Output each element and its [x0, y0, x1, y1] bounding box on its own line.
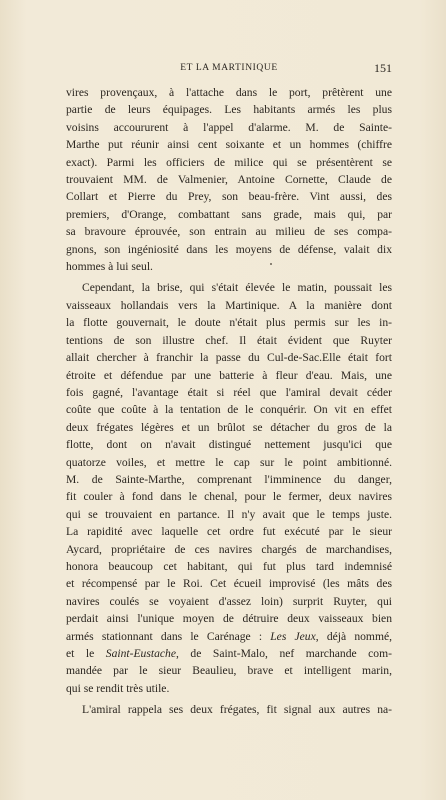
text-line: partie de leurs équipages. Les habitants armés les plus — [66, 103, 392, 117]
text-line: coûte que coûte à la tentation de le conquérir. On vit en effet — [66, 403, 392, 417]
text-line: tentions de son illustre chef. Il était évident que Ruyter — [66, 333, 392, 347]
text-line: sa bravoure éprouvée, son entrain au milieu de ses compa- — [66, 225, 392, 239]
text-line: vaisseaux hollandais vers la Martinique. A la manière dont — [66, 298, 392, 312]
paragraph-3 — [66, 701, 392, 718]
text-run: , de Saint-Malo, nef marchande com- — [175, 647, 392, 660]
text-line: mandée par le sieur Beaulieu, brave et intelligent marin, — [66, 664, 392, 678]
text-line: fois gagné, l'avantage était si réel que l'amiral devait céder — [66, 385, 392, 399]
text-line: allait chercher à franchir la passe du Cul-de-Sac.Elle était fort — [66, 351, 392, 365]
text-run: , déjà nommé, — [315, 629, 392, 643]
text-line: premiers, d'Orange, combattant sans grade, mais qui, par — [66, 207, 392, 221]
text-line: voisins accoururent à l'appel d'alarme. M. de Sainte- — [66, 120, 392, 134]
text-line: navires coulés se voyaient d'assez loin) surprit Ruyter, qui — [66, 594, 392, 608]
text-run: armés stationnant dans le Carénage : — [66, 629, 271, 643]
paper-speck — [270, 263, 272, 265]
text-line-mixed — [66, 628, 392, 645]
text-line: deux frégates légères et un brûlot se détacher du gros de la — [66, 420, 392, 434]
text-line: qui se trouvaient en partance. Il n'y avait que le temps juste. — [66, 507, 392, 521]
text-run: et le — [66, 647, 106, 660]
text-line: et récompensé par le Roi. Cet écueil improvisé (les mâts des — [66, 577, 392, 591]
page-number: 151 — [374, 61, 392, 75]
text-line: hommes à lui seul. — [66, 260, 153, 274]
text-line: qui se rendit très utile. — [66, 681, 170, 695]
text-line: flotte, dont on n'avait distingué nettement jusqu'ici que — [66, 438, 392, 452]
text-line: L'amiral rappela ses deux frégates, fit signal aux autres na- — [82, 703, 392, 717]
text-line: vires provençaux, à l'attache dans le port, prêtèrent une — [66, 86, 392, 99]
ship-name-saint-eustache: Saint-Eustache — [105, 647, 176, 660]
text-line: la flotte gouvernait, le doute n'était plus permis sur les in- — [66, 316, 392, 330]
text-line: Aycard, propriétaire de ces navires chargés de marchandises, — [66, 542, 392, 556]
text-line: fit couler à fond dans le chenal, pour le fermer, deux navires — [66, 490, 392, 504]
body-text — [66, 84, 392, 719]
text-line: La rapidité avec laquelle cet ordre fut exécuté par le sieur — [66, 525, 392, 539]
paragraph-2 — [66, 279, 392, 697]
text-line: perdait ainsi l'unique moyen de détruire deux vaisseaux bien — [66, 612, 392, 626]
text-line: honora beaucoup cet habitant, qui fut plus tard indemnisé — [66, 559, 392, 573]
text-line: trouvaient MM. de Valmenier, Antoine Cornette, Claude de — [66, 173, 392, 187]
text-line: exact). Parmi les officiers de milice qui se présentèrent se — [66, 155, 392, 169]
paragraph-1 — [66, 84, 392, 275]
running-head — [66, 60, 392, 76]
text-line: Collart et Pierre du Prey, son beau-frère. Vint aussi, des — [66, 190, 392, 204]
text-line: Marthe put réunir ainsi cent soixante et un hommes (chiffre — [66, 138, 392, 152]
text-line: Cependant, la brise, qui s'était élevée le matin, poussait les — [82, 281, 392, 295]
ship-name-les-jeux: Les Jeux — [270, 629, 316, 643]
running-title: ET LA MARTINIQUE — [180, 63, 278, 73]
text-line: étroite et défendue par une batterie à fleur d'eau. Mais, une — [66, 368, 392, 382]
text-line-mixed — [66, 645, 392, 662]
text-line: M. de Sainte-Marthe, comprenant l'imminence du danger, — [66, 472, 392, 486]
text-line: quatorze voiles, et mettre le cap sur le point ambitionné. — [66, 455, 392, 469]
text-line: gnons, son ingéniosité dans les moyens de défense, valait dix — [66, 242, 392, 256]
